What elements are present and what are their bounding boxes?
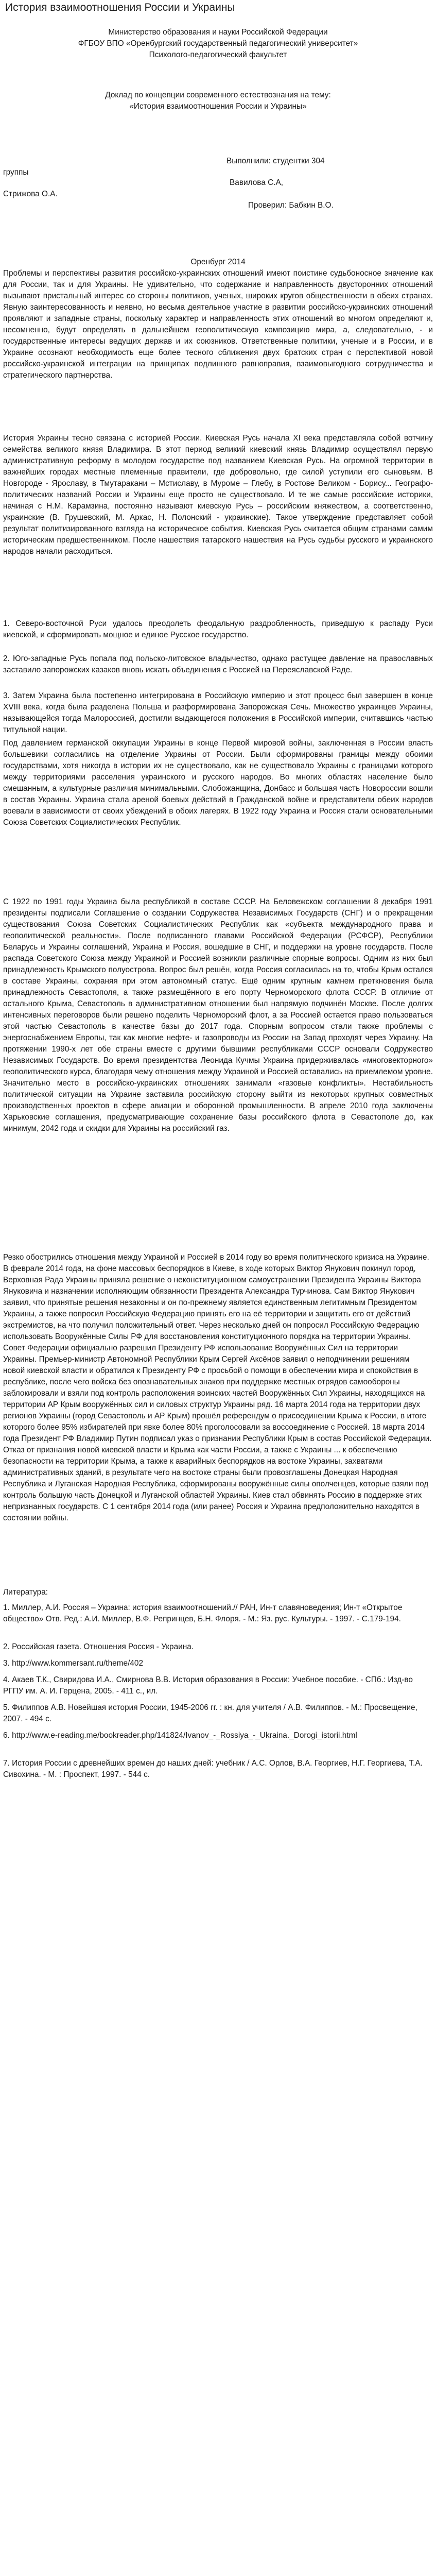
page-title: История взаимоотношения России и Украины — [5, 2, 235, 13]
literature-item-5: 5. Филиппов А.В. Новейшая история России, 1945-2006 гг. : кн. для учителя / А.В. Филиппов. - М.: Просвещение, 2007. - 494 с. — [3, 1703, 417, 1723]
literature-heading: Литература: — [3, 1588, 48, 1597]
performed-by: Выполнили: студентки 304 — [226, 157, 325, 165]
literature-item-7: 7. История России с древнейших времен до наших дней: учебник / А.С. Орлов, В.А. Георгиев, Н.Г. Георгиева, Т.А. Сивохина. - М. : Проспект, 1997. - 544 с. — [3, 1759, 423, 1779]
paragraph-2: История Украины тесно связана с историей России. Киевская Русь начала XI века представляла собой вотчину семейства великого князя Владимира. В этот период великий киевский князь Владимир осуществлял первую административную реформу в молодом государстве под названием Киевская Русь. На огромной территории в важнейших городах местные племенные правители, где добровольно, где силой уступили его сыновьям. В Новгороде - Ярославу, в Тмутаракани – Мстиславу, в Муроме – Глебу, в Ростове Великом - Борису... Географо-политических названий России и Украины еще просто не существовало. И те же самые российские историки, начиная с Н.М. Карамзина, постоянно называют киевскую Русь – российским княжеством, а соответственно, украинские (В. Грушевский, М. Аркас, Н. Полонский - украинские). Такое утверждение представляет собой результат политизированного взгляда на историческое события. Киевская Русь считается общим странами самим историческим предшественником. После нашествия татарского нашествия на Русь судьбы русского и украинского народов начали расходиться. — [3, 434, 433, 556]
report-title: «История взаимоотношения России и Украины» — [129, 102, 307, 111]
paragraph-5: 3. Затем Украина была постепенно интегрирована в Российскую империю и этот процесс был завершен в конце XVIII века, когда была разделена Польша и разформирована Запорожская Сечь. Множество украинцев Украины, называющейся тогда Малороссией, достигли выдающегося положения в Российской империи, считавшись частью титульной нации. — [3, 691, 433, 734]
checked-by: Проверил: Бабкин В.О. — [248, 201, 334, 210]
ministry-line: Министерство образования и науки Российской Федерации — [108, 28, 328, 37]
group-word: группы — [3, 168, 29, 177]
report-topic-line: Доклад по концепции современного естествознания на тему: — [105, 91, 331, 99]
paragraph-8: Резко обострились отношения между Украиной и Россией в 2014 году во время политического кризиса на Украине. В феврале 2014 года, на фоне массовых беспорядков в Киеве, в ходе которых Виктор Янукович покинул город, Верховная Рада Украины приняла решение о неконституционном самоустранении Президента Украины Виктора Януковича и назначении исполняющим обязанности Президента Александра Турчинова. Сам Виктор Янукович заявил, что принятые решения незаконны и он по-прежнему является единственным легитимным Президентом Украины, а также попросил Российскую Федерацию принять его на её территории и защитить его от действий экстремистов, на что получил положительный ответ. Через несколько дней он попросил Российскую Федерацию использовать Вооружённые Силы РФ для восстановления конституционного порядка на территории Украины. Совет Федерации официально разрешил Президенту РФ использование Вооружённых Сил на территории Украины. Премьер-министр Автономной Республики Крым Сергей Аксёнов заявил о неподчинении решениям новой киевской власти и обратился к Президенту РФ с просьбой о помощи в обеспечении мира и спокойствия в республике, после чего войска без опознавательных знаков при поддержке местных отрядов самообороны заблокировали и взяли под контроль расположения воинских частей Вооружённых Сил Украины, находящихся на территории АР Крым вооружённых сил и силовых структур Украины ряд. 16 марта 2014 года на территории двух регионов Украины (город Севастополь и АР Крым) прошёл референдум о присоединении Крыма к России, в итоге которого более 95% избирателей при явке более 80% проголосовали за воссоединение с Россией. 18 марта 2014 года Президент РФ Владимир Путин подписал указ о признании Республики Крым в состав Российской Федерации. Отказ от признания новой киевской власти и Крыма как части России, а также с Украины ... к обеспечению безопасности на территории Крыма, а также к аварийных беспорядков на востоке Украины, захватами административных зданий, в результате чего на востоке страны были провозглашены Донецкая Народная Республика и Луганская Народная Республика, сформированы вооружённые силы ополченцев, которые взяли под контроль большую часть Донецкой и Луганской областей Украины. Киев стал обвинять Россию в поддержке этих непризнанных государств. С 1 сентября 2014 года (или ранее) Россия и Украина предположительно находятся в состоянии войны. — [3, 1253, 432, 1522]
literature-item-1: 1. Миллер, А.И. Россия – Украина: история взаимоотношений.// РАН, Ин-т славяноведения; Ин-т «Открытое общество» Отв. Ред.: А.И. Миллер, В.Ф. Репринцев, Б.Н. Флоря. - М.: Яз. рус. Культуры. - 1997. - С.179-194. — [3, 1603, 403, 1623]
faculty-line: Психолого-педагогический факультет — [149, 50, 287, 59]
paragraph-1: Проблемы и перспективы развития российско-украинских отношений имеют поистине судьбоносное значение как для России, так и для Украины. Не удивительно, что содержание и направленность двусторонних отношений вызывают пристальный интерес со стороны политиков, ученых, широких кругов общественности в обеих странах. Явную заинтересованность и неявно, но весьма деятельное участие в развитии российско-украинских отношений проявляют и западные страны, поскольку характер и направленность этих отношений во многом определяют и, несомненно, будут определять в дальнейшем геополитическую композицию мира, а, следовательно, - и государственные интересы ведущих держав и их союзников. Ответственные политики, ученые и в России, и в Украине осознают необходимость еще более тесного сближения двух братских стран с перспективой новой российско-украинской интеграции на принципах подлинного равноправия, взаимовыгодного сотрудничества и стратегического партнерства. — [3, 269, 433, 380]
author-name-2: Стрижова О.А. — [3, 190, 58, 198]
literature-item-4: 4. Акаев Т.К., Свиридова И.А., Смирнова В.В. История образования в России: Учебное пособие. - СПб.: Изд-во РГПУ им. А. И. Герцена, 2005. - 411 с., ил. — [3, 1675, 413, 1696]
literature-item-2: 2. Российская газета. Отношения Россия - Украина. — [3, 1642, 194, 1651]
paragraph-7: С 1922 по 1991 годы Украина была республикой в составе СССР. На Беловежском соглашении 8 декабря 1991 президенты подписали Соглашение о создании Содружества Независимых Государств (СНГ) и о прекращении существования Союза Советских Социалистических Республик как «субъекта международного права и геополитической реальности». После подписанного главами Российской Федерации (РСФСР), Республики Беларусь и Украины соглашений, Украина и Россия, вошедшие в СНГ, и поддержки на уровне государств. После распада Советского Союза между Украиной и Россией возникли различные спорные вопросы. Одним из них был принадлежность Крымского полуострова. Вопрос был решён, когда Россия согласилась на то, чтобы Крым остался в составе Украины, сохраняя при этом автономный статус. Ещё одним крупным камнем преткновения была принадлежность Севастополя, а также размещённого в его порту Черноморского флота СССР. В отличие от остального Крыма, Севастополь в административном отношении был напрямую подчинён Москве. После долгих интенсивных переговоров были решено поделить Черноморский флот, а за Россией остается право пользоваться этой частью Севастополь в качестве базы до 2017 года. Спорным вопросом стали также проблемы с энергоснабжением Европы, так как многие нефте- и газопроводы из России на Запад проходят через Украину. На протяжении 1990-х лет обе страны вместе с другими бывшими республиками СССР основали Содружество Независимых Государств. Во время президентства Леонида Кучмы Украина придерживалась «многовекторного» геополитического курса, благодаря чему отношения между Украиной и Россией оставались на приемлемом уровне. Значительно место в российско-украинских отношениях занимали «газовые конфликты». Нестабильность политической ситуации на Украине заставила российскую сторону выйти из некоторых крупных совместных производственных проектов в сфере авиации и оборонной промышленности. В апреле 2010 года заключены Харьковские соглашения, предусматривающие сохранение базы российского флота в Севастополе до, как минимум, 2042 года и скидки для Украины на российский газ. — [3, 897, 433, 1133]
paragraph-6: Под давлением германской оккупации Украины в конце Первой мировой войны, заключенная в России власть большевики согласились на отделение Украины от России. Были сформированы границы между обоими государствами, хотя никогда в истории их не существовало, как не существовало Украины с границами которого между территориями расселения украинского и русского народов. Во многих областях население было смешанным, а культурные различия минимальными. Слобожанщина, Донбасс и большая часть Новороссии вошли в состав Украины. Украина стала ареной боевых действий в Гражданской войне и представители обеих народов воевали в зависимости от своих убеждений в обоих лагерях. В 1922 году Украина и Россия стали основательными Союза Советских Социалистических Республик. — [3, 739, 433, 827]
literature-item-6[interactable]: 6. http://www.e-reading.me/bookreader.php/141824/Ivanov_-_Rossiya_-_Ukraina._Dorogi_istorii.html — [3, 1731, 357, 1740]
university-line: ФГБОУ ВПО «Оренбургский государственный педагогический университет» — [78, 39, 358, 48]
paragraph-3: 1. Северо-восточной Руси удалось преодолеть феодальную раздробленность, приведшую к распаду Руси киевской, и сформировать мощное и единое Русское государство. — [3, 619, 433, 639]
author-name-1: Вавилова С.А, — [230, 178, 284, 187]
city-year: Оренбург 2014 — [190, 258, 246, 266]
literature-item-3[interactable]: 3. http://www.kommersant.ru/theme/402 — [3, 1659, 144, 1668]
paragraph-4: 2. Юго-западные Русь попала под польско-литовское владычество, однако растущее давление на православных заставило запорожских казаков вновь искать объединения с Россией на Переяславской Раде. — [3, 654, 433, 674]
